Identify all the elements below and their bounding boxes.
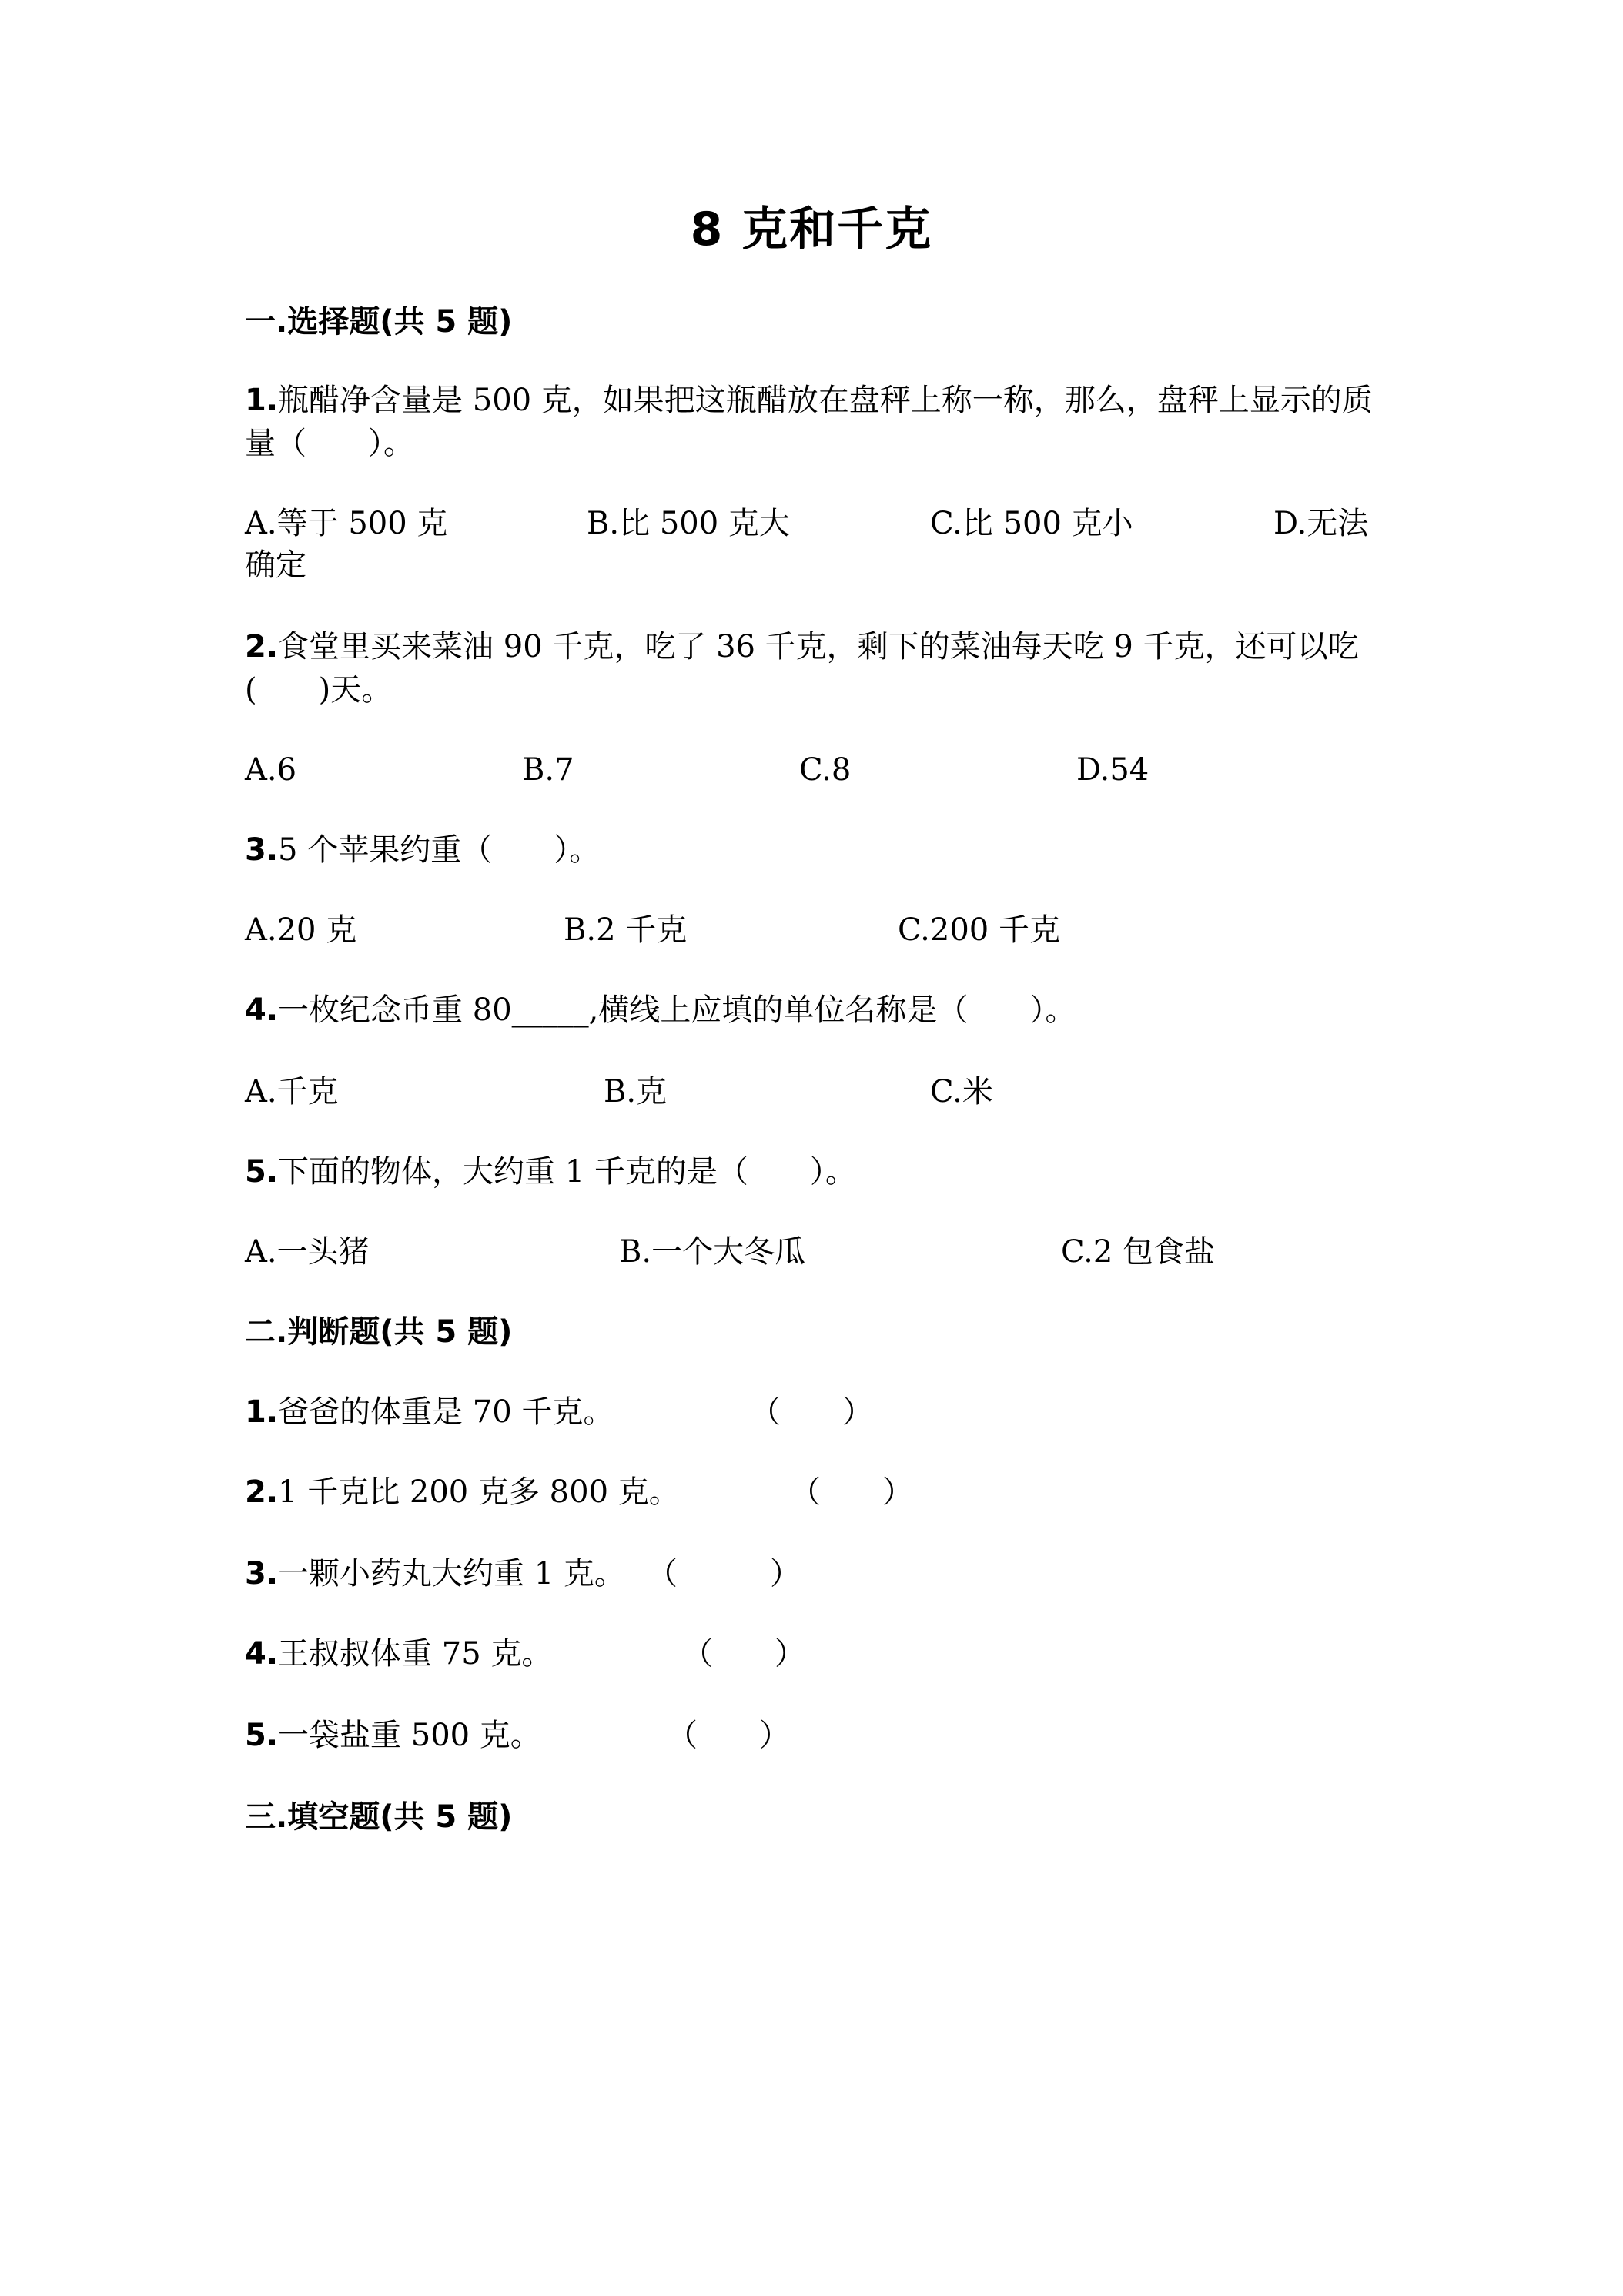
option-d-continued: 确定 (245, 547, 306, 583)
option-b: B.一个大冬瓜 (619, 1234, 806, 1270)
option-d: D.无法 (1273, 506, 1369, 541)
question-number: 2. (245, 1474, 279, 1510)
judge-question-4 (245, 1632, 1384, 1675)
choice-question-4 (245, 989, 1384, 1032)
question-number: 3. (245, 1556, 279, 1591)
question-number: 5. (245, 1718, 279, 1753)
judge-question-3 (245, 1552, 1384, 1595)
choice-question-2 (245, 625, 1384, 711)
question-number: 1. (245, 383, 279, 418)
question-number: 5. (245, 1154, 279, 1190)
answer-blank[interactable]: （ ） (667, 1718, 790, 1753)
option-a: A.等于 500 克 (245, 506, 448, 541)
option-b: B.7 (522, 752, 574, 788)
question-number: 2. (245, 629, 279, 664)
section-heading-judge: 二.判断题(共 5 题) (245, 1314, 513, 1350)
question-number: 4. (245, 1636, 279, 1672)
question-text: 王叔叔体重 75 克。 (278, 1636, 553, 1672)
question-text: 下面的物体，大约重 1 千克的是（ ）。 (278, 1154, 856, 1190)
question-text: 爸爸的体重是 70 千克。 (278, 1394, 614, 1430)
choice-question-5 (245, 1150, 1384, 1193)
answer-blank[interactable]: （ ） (682, 1636, 805, 1672)
option-c: C.比 500 克小 (930, 506, 1133, 541)
question-text: 一袋盐重 500 克。 (278, 1718, 541, 1753)
section-heading-choice: 一.选择题(共 5 题) (245, 304, 513, 340)
option-c: C.2 包食盐 (1061, 1234, 1216, 1270)
option-a: A.20 克 (245, 912, 357, 948)
question-text: 一枚纪念币重 80_____,横线上应填的单位名称是（ ）。 (278, 992, 1076, 1028)
page-title: 8 克和千克 (690, 202, 933, 256)
option-c: C.200 千克 (898, 912, 1060, 948)
option-b: B.比 500 克大 (587, 506, 790, 541)
option-c: C.8 (799, 752, 852, 788)
question-number: 1. (245, 1394, 279, 1430)
question-text: 1 千克比 200 克多 800 克。 (278, 1474, 680, 1510)
option-c: C.米 (930, 1074, 993, 1110)
option-b: B.2 千克 (564, 912, 688, 948)
answer-blank[interactable]: （ ） (790, 1474, 913, 1510)
option-a: A.一头猪 (245, 1234, 370, 1270)
question-text: 一颗小药丸大约重 1 克。 (278, 1556, 625, 1591)
question-text: 食堂里买来菜油 90 千克，吃了 36 千克，剩下的菜油每天吃 9 千克，还可以吃( )天。 (245, 629, 1359, 708)
choice-question-3 (245, 828, 1384, 872)
judge-question-5 (245, 1714, 1384, 1757)
option-a: A.千克 (245, 1074, 339, 1110)
answer-blank[interactable]: （ ） (750, 1394, 873, 1430)
question-number: 3. (245, 832, 279, 868)
section-heading-fill: 三.填空题(共 5 题) (245, 1799, 513, 1835)
question-number: 4. (245, 992, 279, 1028)
question-text: 瓶醋净含量是 500 克，如果把这瓶醋放在盘秤上称一称，那么，盘秤上显示的质量（ ）。 (245, 383, 1373, 461)
option-a: A.6 (245, 752, 297, 788)
option-b: B.克 (604, 1074, 668, 1110)
option-d: D.54 (1076, 752, 1149, 788)
question-text: 5 个苹果约重（ ）。 (278, 832, 601, 868)
choice-question-1 (245, 379, 1384, 465)
answer-blank[interactable]: （ ） (647, 1556, 801, 1591)
